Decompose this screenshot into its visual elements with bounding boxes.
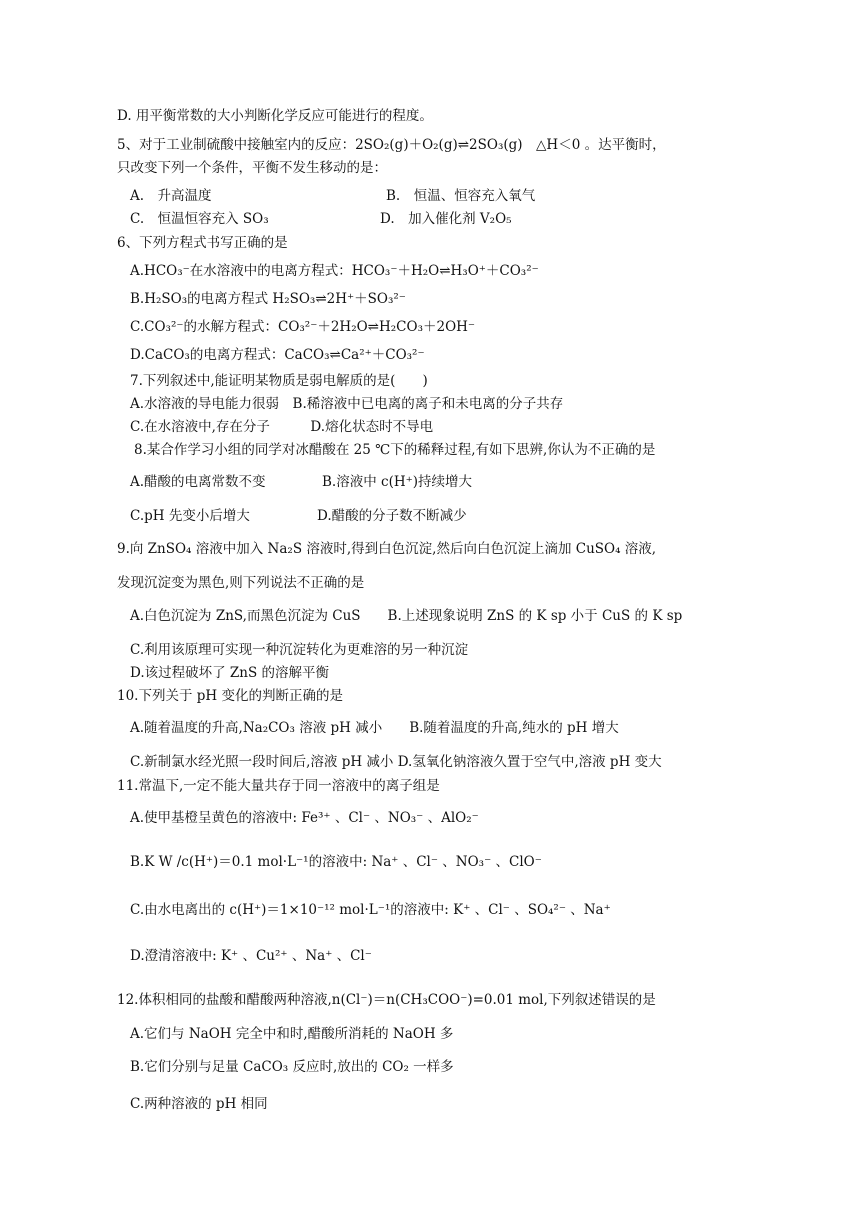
q5-option-d: D. 加入催化剂 V₂O₅ [380, 211, 512, 227]
q8-stem: 8.某合作学习小组的同学对冰醋酸在 25 ℃下的稀释过程,有如下思辨,你认为不正确的是 [134, 442, 656, 458]
q12-option-b: B.它们分别与足量 CaCO₃ 反应时,放出的 CO₂ 一样多 [130, 1059, 454, 1075]
q5-option-a: A. 升高温度 [130, 188, 212, 204]
q10-options-cd: C.新制氯水经光照一段时间后,溶液 pH 减小 D.氢氧化钠溶液久置于空气中,溶液 pH 变大 [130, 754, 662, 770]
q8-option-d: D.醋酸的分子数不断减少 [317, 508, 467, 524]
q5-option-c: C. 恒温恒容充入 SO₃ [130, 211, 269, 227]
q6-option-d: D.CaCO₃的电离方程式：CaCO₃⇌Ca²⁺＋CO₃²⁻ [130, 347, 425, 363]
q12-option-a: A.它们与 NaOH 完全中和时,醋酸所消耗的 NaOH 多 [130, 1026, 454, 1042]
q11-option-a: A.使甲基橙呈黄色的溶液中: Fe³⁺ 、Cl⁻ 、NO₃⁻ 、AlO₂⁻ [130, 810, 479, 826]
q8-option-c: C.pH 先变小后增大 [130, 508, 250, 524]
q7-options-cd: C.在水溶液中,存在分子 D.熔化状态时不导电 [130, 419, 434, 435]
q8-option-a: A.醋酸的电离常数不变 [130, 474, 266, 490]
q9-stem-line2: 发现沉淀变为黑色,则下列说法不正确的是 [117, 575, 365, 591]
q9-option-d: D.该过程破坏了 ZnS 的溶解平衡 [130, 665, 330, 681]
q8-option-b: B.溶液中 c(H⁺)持续增大 [322, 474, 472, 490]
q12-stem: 12.体积相同的盐酸和醋酸两种溶液,n(Cl⁻)＝n(CH₃COO⁻)=0.01 mol,下列叙述错误的是 [117, 992, 656, 1008]
q5-stem-line1: 5、对于工业制硫酸中接触室内的反应：2SO₂(g)＋O₂(g)⇌2SO₃(g) △H＜0 。达平衡时， [117, 137, 666, 153]
q9-option-c: C.利用该原理可实现一种沉淀转化为更难溶的另一种沉淀 [130, 642, 469, 658]
q10-stem: 10.下列关于 pH 变化的判断正确的是 [117, 688, 343, 704]
q11-option-c: C.由水电离出的 c(H⁺)＝1×10⁻¹² mol·L⁻¹的溶液中: K⁺ 、Cl⁻ 、SO₄²⁻ 、Na⁺ [130, 902, 611, 918]
q7-stem: 7.下列叙述中,能证明某物质是弱电解质的是( ) [130, 373, 428, 389]
q11-stem: 11.常温下,一定不能大量共存于同一溶液中的离子组是 [117, 778, 440, 794]
q4-option-d: D. 用平衡常数的大小判断化学反应可能进行的程度。 [117, 108, 433, 124]
q11-option-b: B.K W /c(H⁺)＝0.1 mol·L⁻¹的溶液中: Na⁺ 、Cl⁻ 、NO₃⁻ 、ClO⁻ [130, 854, 542, 870]
q6-option-a: A.HCO₃⁻在水溶液中的电离方程式：HCO₃⁻＋H₂O⇌H₃O⁺＋CO₃²⁻ [130, 263, 539, 279]
q5-option-b: B. 恒温、恒容充入氧气 [386, 188, 536, 204]
q6-option-b: B.H₂SO₃的电离方程式 H₂SO₃⇌2H⁺＋SO₃²⁻ [130, 291, 406, 307]
q11-option-d: D.澄清溶液中: K⁺ 、Cu²⁺ 、Na⁺ 、Cl⁻ [130, 948, 372, 964]
q7-options-ab: A.水溶液的导电能力很弱 B.稀溶液中已电离的离子和未电离的分子共存 [130, 396, 564, 412]
q9-stem-line1: 9.向 ZnSO₄ 溶液中加入 Na₂S 溶液时,得到白色沉淀,然后向白色沉淀上滴加 CuSO₄ 溶液, [117, 541, 657, 557]
q10-options-ab: A.随着温度的升高,Na₂CO₃ 溶液 pH 减小 B.随着温度的升高,纯水的 pH 增大 [130, 720, 619, 736]
q9-options-ab: A.白色沉淀为 ZnS,而黑色沉淀为 CuS B.上述现象说明 ZnS 的 K sp 小于 CuS 的 K sp [130, 608, 683, 624]
q6-stem: 6、下列方程式书写正确的是 [117, 235, 288, 251]
q6-option-c: C.CO₃²⁻的水解方程式：CO₃²⁻＋2H₂O⇌H₂CO₃＋2OH⁻ [130, 319, 476, 335]
q12-option-c: C.两种溶液的 pH 相同 [130, 1096, 268, 1112]
q5-stem-line2: 只改变下列一个条件，平衡不发生移动的是： [117, 160, 387, 176]
